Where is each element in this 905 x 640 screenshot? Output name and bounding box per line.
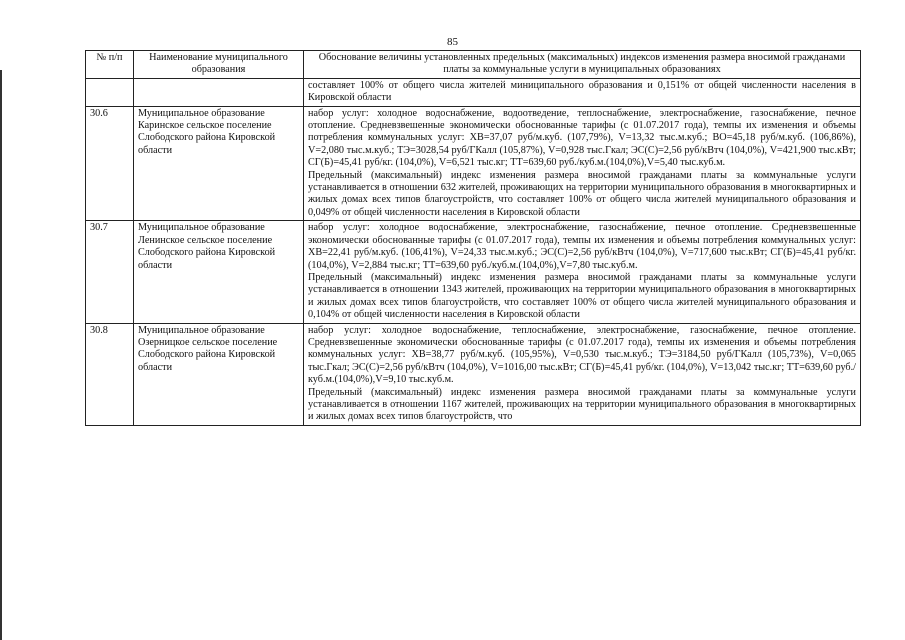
row-municipality: Муниципальное образование Каринское сельское поселение Слободского района Кировской области xyxy=(134,106,304,221)
table-row xyxy=(86,323,861,425)
header-col-justification: Обоснование величины установленных предельных (максимальных) индексов изменения размера вносимой гражданами платы за коммунальные услуги в муниципальных образованиях xyxy=(304,51,861,79)
row-number xyxy=(86,78,134,106)
row-number: 30.8 xyxy=(86,323,134,425)
row-number: 30.7 xyxy=(86,221,134,323)
justification-paragraph: составляет 100% от общего числа жителей миниципального образования и 0,151% от общей численности населения в Кировской области xyxy=(308,79,856,104)
row-number: 30.6 xyxy=(86,106,134,221)
row-municipality: Муниципальное образование Ленинское сельское поселение Слободского района Кировской области xyxy=(134,221,304,323)
row-justification xyxy=(304,106,861,221)
tariff-table xyxy=(85,50,861,426)
row-justification xyxy=(304,221,861,323)
scan-edge-shadow xyxy=(0,70,2,640)
table-row xyxy=(86,106,861,221)
page-number: 85 xyxy=(447,36,458,48)
services-tariffs-paragraph: набор услуг: холодное водоснабжение, теплоснабжение, электроснабжение, газоснабжение, печное отопление. Средневзвешенные экономически обоснованные тарифы (с 01.07.2017 года), темпы их изменения и объемы потребления коммунальных услуг: ХВ=38,77 руб/м.куб. (105,95%), V=0,530 тыс.м.куб.; ТЭ=3184,50 руб/ГКалл (105,73%), V=0,065 тыс.Гкал; ЭС(С)=2,56 руб/кВтч (104,0%), V=1016,00 тыс.кВт; СГ(Б)=45,41 руб/кг. (104,0%), V=13,042 тыс.кг; ТТ=639,60 руб./куб.м.(104,0%),V=9,10 тыс.куб.м. xyxy=(308,324,856,386)
table-row xyxy=(86,221,861,323)
table-row xyxy=(86,78,861,106)
header-col-municipality: Наименование муниципального образования xyxy=(134,51,304,79)
row-justification xyxy=(304,323,861,425)
row-justification xyxy=(304,78,861,106)
table-header-row xyxy=(86,51,861,79)
max-index-paragraph: Предельный (максимальный) индекс изменения размера вносимой гражданами платы за коммунальные услуги устанавливается в отношении 1167 жителей, проживающих на территории муниципального образования в многоквартирных и жилых домах всех типов благоустройств, что xyxy=(308,386,856,423)
max-index-paragraph: Предельный (максимальный) индекс изменения размера вносимой гражданами платы за коммунальные услуги устанавливается в отношении 1343 жителей, проживающих на территории муниципального образования в многоквартирных и жилых домах всех типов благоустройств, что составляет 100% от общего числа жителей муниципального образования и 0,104% от общей численности населения в Кировской области xyxy=(308,271,856,321)
max-index-paragraph: Предельный (максимальный) индекс изменения размера вносимой гражданами платы за коммунальные услуги устанавливается в отношении 632 жителей, проживающих на территории муниципального образования в многоквартирных и жилых домах всех типов благоустройств, что составляет 100% от общего числа жителей муниципального образования и 0,049% от общей численности населения в Кировской области xyxy=(308,169,856,218)
services-tariffs-paragraph: набор услуг: холодное водоснабжение, электроснабжение, газоснабжение, печное отопление. Средневзвешенные экономически обоснованные тарифы (с 01.07.2017 года), темпы их изменения и объемы потребления коммунальных услуг: ХВ=22,41 руб/м.куб. (106,41%), V=24,33 тыс.м.куб.; ЭС(С)=2,56 руб/кВтч (104,0%), V=717,600 тыс.кВт; СГ(Б)=45,41 руб/кг. (104,0%), V=2,884 тыс.кг; ТТ=639,60 руб./куб.м.(104,0%),V=7,80 тыс.куб.м. xyxy=(308,222,856,271)
header-col-number: № п/п xyxy=(86,51,134,79)
row-municipality: Муниципальное образование Озерницкое сельское поселение Слободского района Кировской области xyxy=(134,323,304,425)
row-municipality xyxy=(134,78,304,106)
services-tariffs-paragraph: набор услуг: холодное водоснабжение, водоотведение, теплоснабжение, электроснабжение, газоснабжение, печное отопление. Средневзвешенные экономически обоснованные тарифы (с 01.07.2017 года), темпы их изменения и объемы потребления коммунальных услуг: ХВ=37,07 руб/м.куб. (107,79%), V=13,32 тыс.м.куб.; ВО=45,18 руб/м.куб. (106,86%), V=2,080 тыс.м.куб.; ТЭ=3028,54 руб/ГКалл (105,87%), V=0,928 тыс.Гкал; ЭС(С)=2,56 руб/кВтч (104,0%), V=421,900 тыс.кВт; СГ(Б)=45,41 руб/кг. (104,0%), V=6,521 тыс.кг; ТТ=639,60 руб./куб.м.(104,0%),V=5,40 тыс.куб.м. xyxy=(308,107,856,169)
